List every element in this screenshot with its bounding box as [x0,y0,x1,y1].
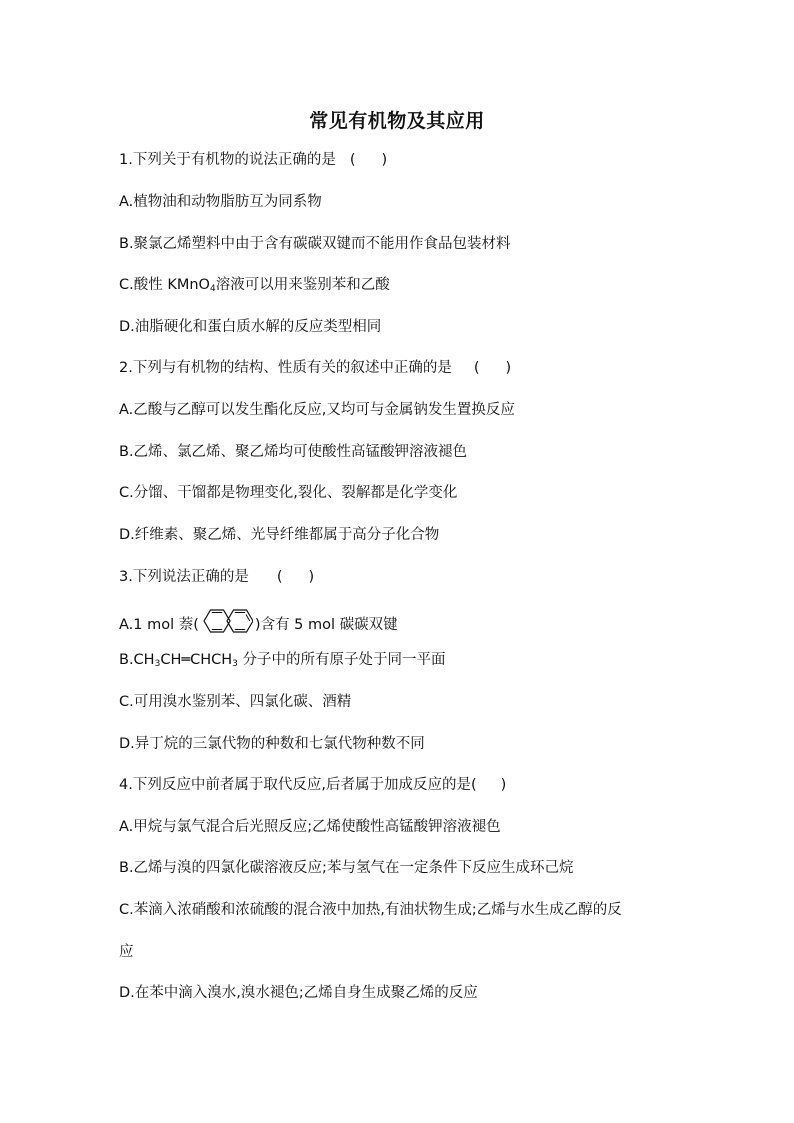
question-4-stem: 4.下列反应中前者属于取代反应,后者属于加成反应的是( ) [119,777,507,793]
question-2-text: 2.下列与有机物的结构、性质有关的叙述中正确的是 [119,360,452,376]
question-4-option-c-line-1: C.苯滴入浓硝酸和浓硫酸的混合液中加热,有油状物生成;乙烯与水生成乙醇的反 [119,902,622,918]
question-1-option-c: C.酸性 KMnO$_4$溶液可以用来鉴别苯和乙酸 [119,277,390,294]
question-3-option-b: $B.CH_3CH═CHCH_3$ 分子中的所有原子处于同一平面 [119,652,446,669]
question-2-option-d: D.纤维素、聚乙烯、光导纤维都属于高分子化合物 [119,527,440,543]
naphthalene-structure-icon [201,606,253,636]
page-title: 常见有机物及其应用 [309,110,485,132]
double-bond-symbol: ═ [181,652,191,668]
question-4-option-b: B.乙烯与溴的四氯化碳溶液反应;苯与氢气在一定条件下反应生成环己烷 [119,860,574,876]
question-1-option-b: B.聚氯乙烯塑料中由于含有碳碳双键而不能用作食品包装材料 [119,236,511,252]
question-1-stem [119,150,387,170]
question-4-option-c-line-2: 应 [119,944,134,960]
question-3-stem [119,567,314,587]
question-1-text: 1.下列关于有机物的说法正确的是 [119,152,336,168]
question-4-text: 4.下列反应中前者属于取代反应,后者属于加成反应的是( [119,777,477,793]
question-3-option-c: C.可用溴水鉴别苯、四氯化碳、酒精 [119,694,352,710]
question-3-option-a: A.1 mol 萘( )含有 5 mol 碳碳双键 [119,610,398,640]
question-2-option-b: B.乙烯、氯乙烯、聚乙烯均可使酸性高锰酸钾溶液褪色 [119,444,468,460]
question-3-text: 3.下列说法正确的是 [119,569,249,585]
question-3-option-d: D.异丁烷的三氯代物的种数和七氯代物种数不同 [119,736,425,752]
question-2-option-c: C.分馏、干馏都是物理变化,裂化、裂解都是化学变化 [119,485,458,501]
question-2-stem [119,358,511,378]
question-4-option-a: A.甲烷与氯气混合后光照反应;乙烯使酸性高锰酸钾溶液褪色 [119,819,501,835]
question-1-option-a: A.植物油和动物脂肪互为同系物 [119,194,322,210]
question-1-option-d: D.油脂硬化和蛋白质水解的反应类型相同 [119,319,382,335]
answer-paren: ( ) [473,360,512,376]
question-4-option-d: D.在苯中滴入溴水,溴水褪色;乙烯自身生成聚乙烯的反应 [119,985,478,1001]
answer-paren: ( ) [276,569,315,585]
answer-paren: ( ) [349,152,388,168]
question-2-option-a: A.乙酸与乙醇可以发生酯化反应,又均可与金属钠发生置换反应 [119,402,515,418]
